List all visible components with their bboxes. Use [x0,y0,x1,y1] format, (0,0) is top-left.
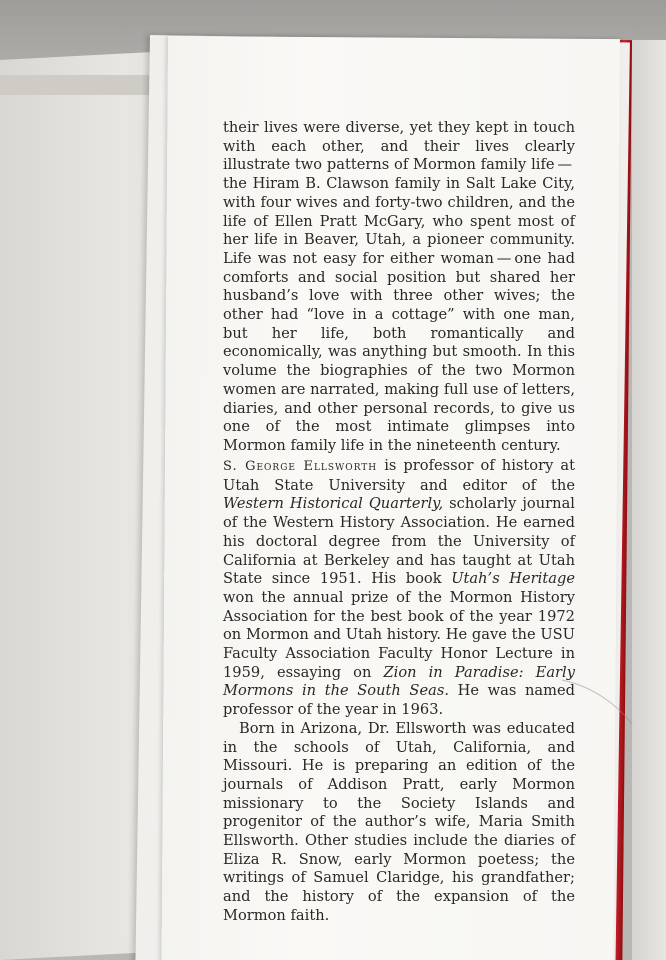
bio-paragraph-1 [223,457,575,720]
cardboard-edge [0,75,170,95]
lecture-title: Zion in Paradise: Early Mormons in the South Seas. [223,663,575,700]
journal-title: Western Historical Quarterly, [223,495,444,513]
bio-text: He was named professor of the year in 1963. [223,682,576,719]
bio-text: is professor of history at Utah State University and editor of the [223,457,575,494]
background-right [632,40,666,960]
book-title: Utah’s Heritage [451,570,575,588]
book-description [223,119,575,456]
description-paragraph: their lives were diverse, yet they kept in touch with each other, and their lives clearly illustrate two patterns of Mormon family life — the Hiram B. Clawson family in Salt Lake City, with four wives and forty-two children, and the life of Ellen Pratt McGary, who spent most of her life in Beaver, Utah, a pioneer community. Life was not easy for either woman — one had comforts and social position but shared her husband’s love with three other wives; the other had “love in a cottage” with one man, but her life, both romantically and economically, was anything but smooth. In this volume the biographies of the two Mormon women are narrated, making full use of letters, diaries, and other personal records, to give us one of the most intimate glimpses into Mormon family life in the nineteenth century. [223,119,575,454]
bio-text: scholarly journal of the Western History Association. He earned his doctoral degree from the University of California at Berkeley and has taught at Utah State since 1951. His book [223,495,575,588]
author-name: S. George Ellsworth [223,459,378,474]
author-biography [223,457,575,926]
bio-text: won the annual prize of the Mormon History Association for the best book of the year 1972 on Mormon and Utah history. He gave the USU Faculty Association Faculty Honor Lecture in 1959, essaying on [223,588,575,681]
bio-paragraph-2: Born in Arizona, Dr. Ellsworth was educated in the schools of Utah, California, and Missouri. He is preparing an edition of the journals of Addison Pratt, early Mormon missionary to the Society Islands and progenitor of the author’s wife, Maria Smith Ellsworth. Other studies include the diaries of Eliza R. Snow, early Mormon poetess; the writings of Samuel Claridge, his grandfather; and the history of the expansion of the Mormon faith. [223,719,575,924]
